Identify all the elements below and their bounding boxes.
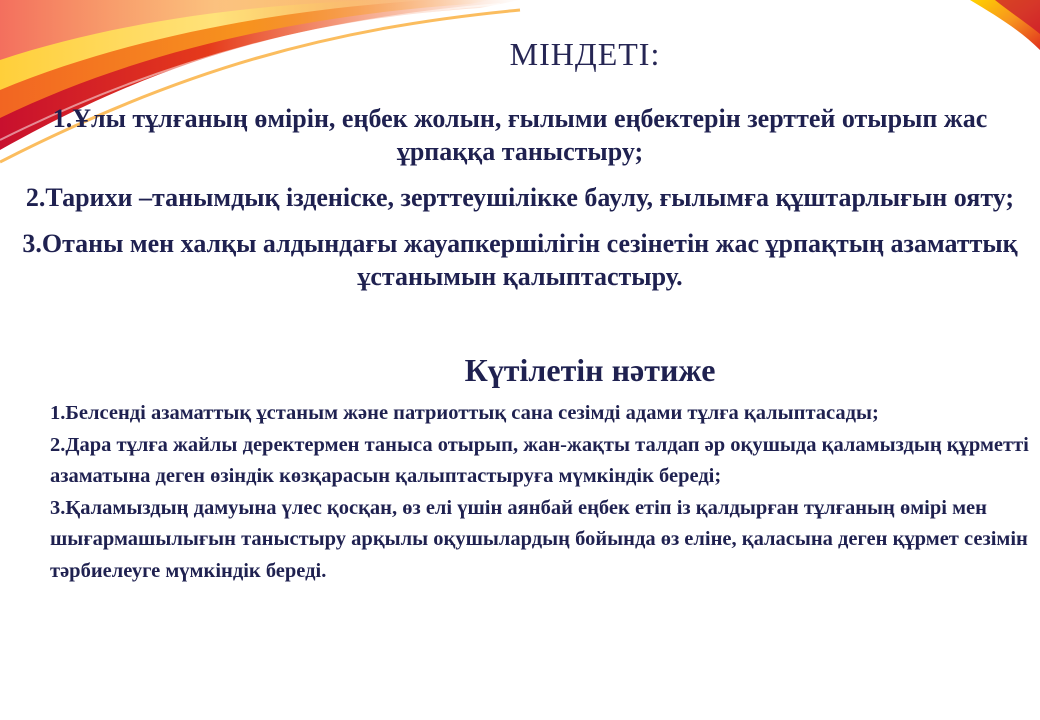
result-item: 1.Белсенді азаматтық ұстаным және патриоттық сана сезімді адами тұлға қалыптасады; (50, 402, 879, 424)
results-title: Күтілетін нәтиже (464, 352, 716, 388)
slide-title: МІНДЕТІ: (509, 36, 661, 72)
tasks-list (20, 102, 1020, 306)
task-item: 2.Тарихи –танымдық ізденіске, зерттеушілікке баулу, ғылымға құштарлығын ояту; (25, 183, 1015, 212)
result-item: 2.Дара тұлға жайлы деректермен таныса отырып, жан-жақты талдап әр оқушыда қаламыздың құрметті азаматына деген өзіндік көзқарасын қалыптастыруға мүмкіндік береді; (50, 433, 1029, 487)
decorative-corner-flare (950, 0, 1040, 60)
result-item: 3.Қаламыздың дамуына үлес қосқан, өз елі үшін аянбай еңбек етіп із қалдырған тұлғаның өмірі мен шығармашылығын таныстыру арқылы оқушылардың бойында өз еліне, қаласына деген құрмет сезімін тәрбиелеуге мүмкіндік береді. (50, 496, 1028, 582)
results-list (50, 398, 1030, 587)
task-item: 3.Отаны мен халқы алдындағы жауапкершілігін сезінетін жас ұрпақтың азаматтық ұстанымын қалыптастыру. (22, 229, 1018, 291)
task-item: 1.Ұлы тұлғаның өмірін, еңбек жолын, ғылыми еңбектерін зерттей отырып жас ұрпаққа таныстыру; (52, 104, 988, 166)
